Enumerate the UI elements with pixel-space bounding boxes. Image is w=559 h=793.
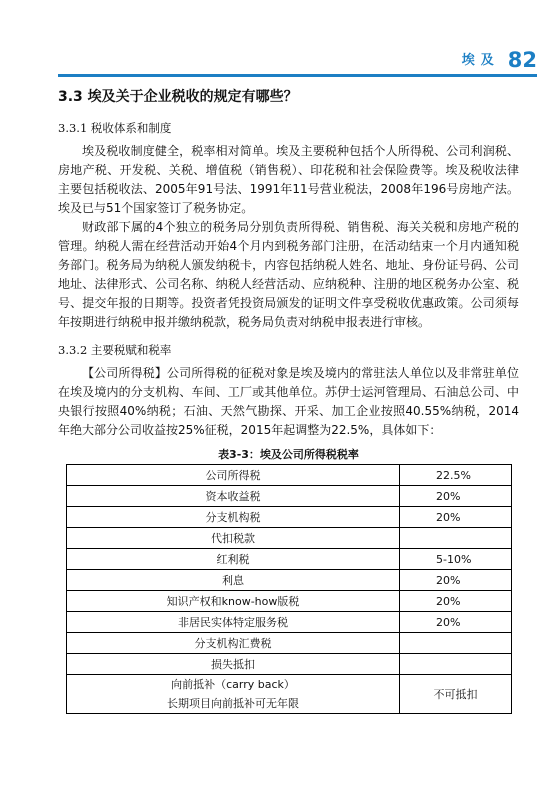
tax-rate-cell: 5-10% xyxy=(400,549,512,570)
tax-rate-cell: 20% xyxy=(400,591,512,612)
tax-type-cell: 公司所得税 xyxy=(67,465,400,486)
table-row xyxy=(67,528,512,549)
tax-type-cell: 知识产权和know-how版税 xyxy=(67,591,400,612)
page-number: 82 xyxy=(507,48,537,72)
tax-type-cell: 代扣税款 xyxy=(67,528,400,549)
tax-type-cell: 损失抵扣 xyxy=(67,654,400,675)
page-header xyxy=(462,46,537,72)
tax-rate-cell xyxy=(400,654,512,675)
running-head-country: 埃及 xyxy=(461,53,500,68)
header-rule xyxy=(58,74,537,77)
table-row xyxy=(67,654,512,675)
tax-type-cell xyxy=(67,675,400,714)
long-term-project-label: 长期项目向前抵补可无年限 xyxy=(167,697,299,710)
tax-rate-cell xyxy=(400,528,512,549)
table-row xyxy=(67,549,512,570)
paragraph-tax-system-overview: 埃及税收制度健全，税率相对简单。埃及主要税种包括个人所得税、公司利润税、房地产税、开发税、关税、增值税（销售税）、印花税和社会保险费等。埃及税收法律主要包括税收法、2005年91号法、1991年11号营业税法，2008年196号房地产法。埃及已与51个国家签订了税务协定。 xyxy=(58,144,519,215)
subsection-heading-tax-rates: 3.3.2 主要税赋和税率 xyxy=(58,343,172,357)
table-row xyxy=(67,486,512,507)
tax-type-cell: 分支机构汇费税 xyxy=(67,633,400,654)
tax-rate-cell: 20% xyxy=(400,612,512,633)
tax-rate-cell xyxy=(400,633,512,654)
table-row xyxy=(67,570,512,591)
tax-rate-cell: 20% xyxy=(400,570,512,591)
tax-type-cell: 红利税 xyxy=(67,549,400,570)
tax-rate-cell: 20% xyxy=(400,507,512,528)
table-row xyxy=(67,507,512,528)
tax-type-cell: 非居民实体特定服务税 xyxy=(67,612,400,633)
tax-rate-cell: 22.5% xyxy=(400,465,512,486)
tax-rate-cell: 不可抵扣 xyxy=(400,675,512,714)
paragraph-tax-administration: 财政部下属的4个独立的税务局分别负责所得税、销售税、海关关税和房地产税的管理。纳税人需在经营活动开始4个月内到税务部门注册，在活动结束一个月内通知税务部门。税务局为纳税人颁发纳税卡，内容包括纳税人姓名、地址、身份证号码、公司地址、法律形式、公司名称、纳税人经营活动、应纳税种、注册的地区税务办公室、税号、提交年报的日期等。投资者凭投资局颁发的证明文件享受税收优惠政策。公司须每年按期进行纳税申报并缴纳税款，税务局负责对纳税申报表进行审核。 xyxy=(58,220,519,329)
table-row xyxy=(67,612,512,633)
carry-back-label: 向前抵补（carry back） xyxy=(171,678,295,691)
tax-type-cell: 利息 xyxy=(67,570,400,591)
page-content xyxy=(58,82,519,714)
table-row xyxy=(67,675,512,714)
table-row xyxy=(67,591,512,612)
subsection-heading-tax-system: 3.3.1 税收体系和制度 xyxy=(58,121,172,135)
table-row xyxy=(67,465,512,486)
tax-rate-cell: 20% xyxy=(400,486,512,507)
tax-type-cell: 分支机构税 xyxy=(67,507,400,528)
paragraph-corporate-income-tax: 【公司所得税】公司所得税的征税对象是埃及境内的常驻法人单位以及非常驻单位在埃及境内的分支机构、车间、工厂或其他单位。苏伊士运河管理局、石油总公司、中央银行按照40%纳税；石油、天然气勘探、开采、加工企业按照40.55%纳税，2014年绝大部分公司收益按25%征税，2015年起调整为22.5%，具体如下： xyxy=(58,366,519,437)
table-row xyxy=(67,633,512,654)
tax-rate-table xyxy=(66,464,512,714)
tax-type-cell: 资本收益税 xyxy=(67,486,400,507)
table-caption: 表3-3：埃及公司所得税税率 xyxy=(218,448,359,461)
section-title: 3.3 埃及关于企业税收的规定有哪些？ xyxy=(58,89,298,105)
